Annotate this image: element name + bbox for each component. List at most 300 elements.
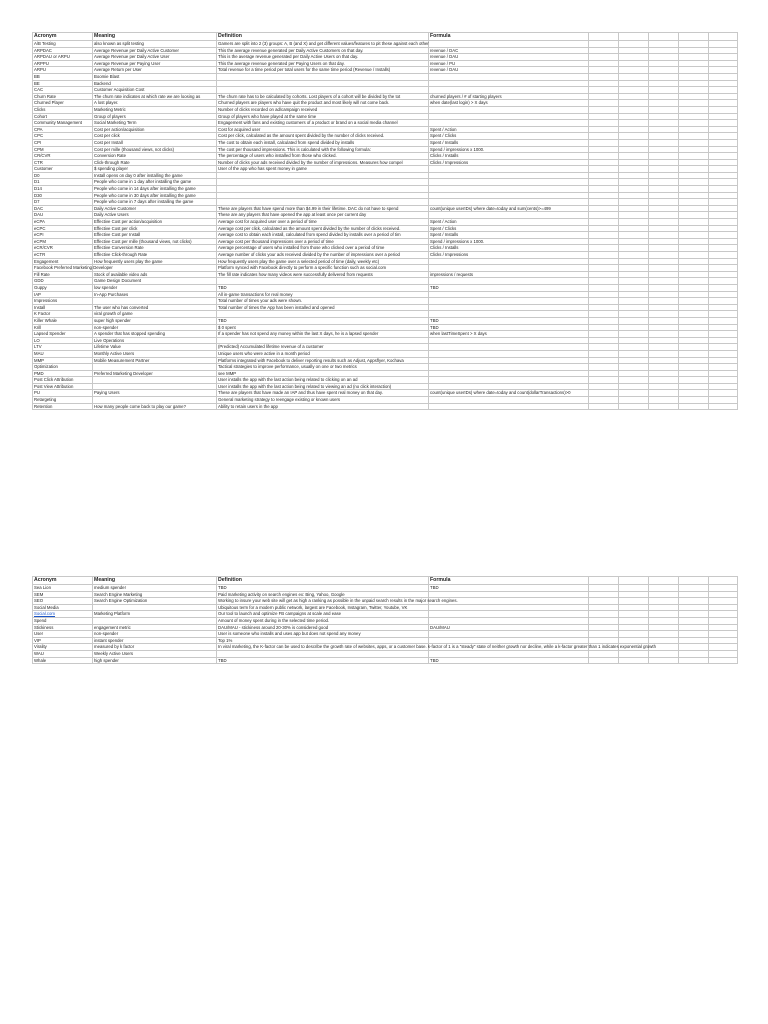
formula-cell — [429, 403, 589, 410]
empty-cell — [679, 397, 709, 404]
table-row — [33, 133, 738, 140]
acronym-cell: Impressions — [33, 298, 93, 305]
empty-cell — [619, 604, 649, 611]
empty-cell — [679, 585, 709, 592]
definition-cell — [217, 650, 429, 657]
empty-cell — [679, 278, 709, 285]
empty-cell — [649, 657, 679, 664]
empty-cell — [649, 258, 679, 265]
empty-cell — [589, 133, 619, 140]
definition-cell: Average cost for acquired user over a period of time — [217, 219, 429, 226]
formula-cell: Spend / impressions x 1000. — [429, 238, 589, 245]
empty-cell — [709, 337, 738, 344]
table-row — [33, 245, 738, 252]
acronym-cell: Spend — [33, 617, 93, 624]
formula-cell — [429, 304, 589, 311]
header-row — [33, 33, 738, 41]
definition-cell — [217, 80, 429, 87]
empty-cell — [709, 265, 738, 272]
table-row — [33, 591, 738, 598]
acronym-cell: Killer Whale — [33, 317, 93, 324]
empty-cell — [679, 199, 709, 206]
empty-cell — [709, 159, 738, 166]
acronym-cell: eCPI — [33, 232, 93, 239]
empty-cell — [619, 60, 649, 67]
meaning-header: Meaning — [93, 33, 217, 41]
formula-cell: revenue / PU — [429, 60, 589, 67]
empty-cell — [649, 624, 679, 631]
empty-cell — [619, 350, 649, 357]
empty-cell — [679, 383, 709, 390]
meaning-cell: Stock of available video ads — [93, 271, 217, 278]
empty-cell — [709, 212, 738, 219]
empty-cell — [649, 350, 679, 357]
empty-cell — [679, 291, 709, 298]
meaning-cell: medium spender — [93, 585, 217, 592]
empty-cell — [619, 598, 649, 605]
empty-cell — [709, 238, 738, 245]
empty-cell — [709, 172, 738, 179]
empty-cell — [709, 637, 738, 644]
acronym-cell: D1 — [33, 179, 93, 186]
empty-cell — [589, 344, 619, 351]
acronym-cell: Social Media — [33, 604, 93, 611]
formula-cell — [429, 591, 589, 598]
empty-cell — [619, 47, 649, 54]
meaning-cell: viral growth of game — [93, 311, 217, 318]
empty-cell — [619, 577, 649, 585]
empty-cell — [589, 591, 619, 598]
empty-cell — [649, 598, 679, 605]
acronym-cell: WAU — [33, 650, 93, 657]
formula-cell — [429, 650, 589, 657]
empty-cell — [649, 87, 679, 94]
empty-cell — [589, 324, 619, 331]
empty-cell — [589, 298, 619, 305]
empty-cell — [619, 106, 649, 113]
empty-cell — [589, 585, 619, 592]
empty-cell — [649, 113, 679, 120]
empty-cell — [619, 271, 649, 278]
empty-cell — [709, 364, 738, 371]
empty-cell — [679, 93, 709, 100]
empty-cell — [619, 337, 649, 344]
empty-cell — [589, 265, 619, 272]
formula-cell: impressions / requests — [429, 271, 589, 278]
empty-cell — [589, 278, 619, 285]
empty-cell — [649, 331, 679, 338]
empty-cell — [709, 120, 738, 127]
empty-cell — [589, 80, 619, 87]
meaning-cell: Cost per click — [93, 133, 217, 140]
empty-cell — [589, 219, 619, 226]
empty-cell — [709, 304, 738, 311]
formula-cell — [429, 172, 589, 179]
meaning-cell: In-App Purchases — [93, 291, 217, 298]
empty-cell — [619, 265, 649, 272]
table-row — [33, 631, 738, 638]
empty-cell — [709, 577, 738, 585]
acronym-cell: ARPPU — [33, 60, 93, 67]
acronym-cell: Whale — [33, 657, 93, 664]
table-row — [33, 364, 738, 371]
empty-cell — [589, 258, 619, 265]
empty-cell — [619, 33, 649, 41]
empty-cell — [679, 139, 709, 146]
empty-cell — [619, 87, 649, 94]
definition-cell: Average number of clicks your ads received divided by the number of impressions over a period — [217, 252, 429, 259]
empty-cell — [589, 604, 619, 611]
definition-cell: Platform synced with Facebook directly to perform a specific function such as social.com — [217, 265, 429, 272]
table-row — [33, 126, 738, 133]
table-row — [33, 199, 738, 206]
meaning-cell — [93, 377, 217, 384]
empty-cell — [709, 258, 738, 265]
empty-cell — [649, 219, 679, 226]
empty-cell — [709, 591, 738, 598]
definition-cell: Average cost per click, calculated as the amount spent divided by the number of clicks received. — [217, 225, 429, 232]
empty-cell — [619, 298, 649, 305]
empty-cell — [619, 232, 649, 239]
acronym-cell: CPC — [33, 133, 93, 140]
table-row — [33, 350, 738, 357]
acronym-cell: GDD — [33, 278, 93, 285]
formula-cell: DAU/MAU — [429, 624, 589, 631]
empty-cell — [589, 637, 619, 644]
formula-cell — [429, 120, 589, 127]
meaning-cell: Marketing Metric — [93, 106, 217, 113]
definition-cell: Amount of money spent during in the selected time period. — [217, 617, 429, 624]
table-row — [33, 644, 738, 651]
empty-cell — [589, 225, 619, 232]
formula-cell — [429, 364, 589, 371]
definition-cell: Group of players who have played at the same time — [217, 113, 429, 120]
empty-cell — [709, 166, 738, 173]
definition-cell: Average cost per thousand impressions over a period of time — [217, 238, 429, 245]
meaning-cell: People who come in 1 day after installing the game — [93, 179, 217, 186]
glossary-table-2 — [32, 576, 738, 664]
empty-cell — [679, 598, 709, 605]
acronym-cell: ARPDAU or ARPU — [33, 54, 93, 61]
social-com-link[interactable]: Social.com — [33, 611, 93, 618]
table-row — [33, 370, 738, 377]
empty-cell — [679, 311, 709, 318]
formula-cell — [429, 377, 589, 384]
acronym-cell: CR/CVR — [33, 153, 93, 160]
empty-cell — [709, 650, 738, 657]
empty-cell — [679, 350, 709, 357]
formula-cell — [429, 87, 589, 94]
empty-cell — [589, 617, 619, 624]
empty-cell — [589, 73, 619, 80]
empty-cell — [679, 232, 709, 239]
acronym-cell: K Factor — [33, 311, 93, 318]
formula-cell: TBD — [429, 585, 589, 592]
empty-cell — [649, 33, 679, 41]
meaning-cell: high spender — [93, 657, 217, 664]
definition-cell: DAU/MAU - stickiness around 20-30% is considered good — [217, 624, 429, 631]
definition-cell: This the average revenue generated per Daily Active Customers on that day. — [217, 47, 429, 54]
meaning-cell: Group of players — [93, 113, 217, 120]
table-row — [33, 585, 738, 592]
definition-cell: Total number of times the App has been installed and opened — [217, 304, 429, 311]
acronym-cell: D30 — [33, 192, 93, 199]
definition-cell: User is someone who installs and uses app but does not spend any money — [217, 631, 429, 638]
empty-cell — [619, 611, 649, 618]
definition-cell: If a spender has not spend any money within the last X days, he is a lapsed spender — [217, 331, 429, 338]
meaning-cell: low spender — [93, 284, 217, 291]
meaning-cell: Monthly Active Users — [93, 350, 217, 357]
formula-cell — [429, 166, 589, 173]
empty-cell — [619, 212, 649, 219]
empty-cell — [619, 93, 649, 100]
formula-cell — [429, 179, 589, 186]
empty-cell — [619, 205, 649, 212]
empty-cell — [589, 199, 619, 206]
empty-cell — [649, 238, 679, 245]
meaning-cell: The user who has converted — [93, 304, 217, 311]
empty-cell — [649, 278, 679, 285]
meaning-cell: A spender that has stopped spending — [93, 331, 217, 338]
empty-cell — [679, 604, 709, 611]
empty-cell — [589, 238, 619, 245]
empty-cell — [649, 390, 679, 397]
formula-cell — [429, 186, 589, 193]
meaning-cell: People who come in 7 days after installing the game — [93, 199, 217, 206]
table-row — [33, 219, 738, 226]
table-row — [33, 258, 738, 265]
empty-cell — [709, 611, 738, 618]
acronym-cell: User — [33, 631, 93, 638]
empty-cell — [589, 311, 619, 318]
empty-cell — [679, 258, 709, 265]
empty-cell — [709, 153, 738, 160]
empty-cell — [679, 370, 709, 377]
definition-cell: The cost per thousand impressions. This is calculated with the following formula: — [217, 146, 429, 153]
meaning-cell: Conversion Rate — [93, 153, 217, 160]
table-row — [33, 617, 738, 624]
empty-cell — [589, 370, 619, 377]
table-row — [33, 139, 738, 146]
definition-cell: Paid marketing activity on search engines ex: Bing, Yahoo, Google — [217, 591, 429, 598]
empty-cell — [589, 106, 619, 113]
empty-cell — [649, 604, 679, 611]
empty-cell — [649, 232, 679, 239]
empty-cell — [679, 54, 709, 61]
definition-cell: see MMP — [217, 370, 429, 377]
empty-cell — [589, 284, 619, 291]
empty-cell — [709, 245, 738, 252]
empty-cell — [679, 403, 709, 410]
acronym-cell: DAC — [33, 205, 93, 212]
table-row — [33, 153, 738, 160]
table-row — [33, 377, 738, 384]
table-row — [33, 390, 738, 397]
empty-cell — [649, 153, 679, 160]
table-row — [33, 54, 738, 61]
empty-cell — [679, 219, 709, 226]
empty-cell — [709, 370, 738, 377]
definition-cell — [217, 172, 429, 179]
acronym-cell: CPA — [33, 126, 93, 133]
definition-cell: TBD — [217, 585, 429, 592]
definition-cell: Total revenue for a time period per total users for the same time period (Revenue / Installs) — [217, 67, 429, 74]
acronym-cell: Krill — [33, 324, 93, 331]
empty-cell — [709, 33, 738, 41]
empty-cell — [649, 54, 679, 61]
table-row — [33, 357, 738, 364]
empty-cell — [709, 192, 738, 199]
empty-cell — [679, 304, 709, 311]
empty-cell — [619, 225, 649, 232]
definition-cell: Unique users who were active in a month period — [217, 350, 429, 357]
table-row — [33, 304, 738, 311]
empty-cell — [589, 146, 619, 153]
empty-cell — [649, 265, 679, 272]
empty-cell — [679, 317, 709, 324]
empty-cell — [679, 106, 709, 113]
empty-cell — [709, 598, 738, 605]
empty-cell — [589, 337, 619, 344]
acronym-cell: BE — [33, 80, 93, 87]
empty-cell — [619, 631, 649, 638]
empty-cell — [709, 604, 738, 611]
table-row — [33, 238, 738, 245]
meaning-cell: Weekly Active Users — [93, 650, 217, 657]
empty-cell — [709, 54, 738, 61]
empty-cell — [619, 67, 649, 74]
glossary-table-1 — [32, 32, 738, 410]
empty-cell — [649, 631, 679, 638]
empty-cell — [709, 585, 738, 592]
meaning-cell: Paying Users — [93, 390, 217, 397]
table-row — [33, 604, 738, 611]
table-row — [33, 159, 738, 166]
meaning-cell: How many people come back to play our game? — [93, 403, 217, 410]
acronym-cell: CPI — [33, 139, 93, 146]
table-row — [33, 120, 738, 127]
meaning-cell: Cost per mille (thousand views, not clicks) — [93, 146, 217, 153]
empty-cell — [619, 364, 649, 371]
empty-cell — [709, 377, 738, 384]
definition-cell: How frequently users play the game over a selected period of time (daily, weekly etc) — [217, 258, 429, 265]
empty-cell — [649, 225, 679, 232]
table-row — [33, 146, 738, 153]
empty-cell — [589, 100, 619, 107]
empty-cell — [709, 126, 738, 133]
empty-cell — [649, 100, 679, 107]
formula-cell — [429, 278, 589, 285]
empty-cell — [619, 219, 649, 226]
empty-cell — [619, 238, 649, 245]
formula-cell — [429, 199, 589, 206]
table-row — [33, 397, 738, 404]
table-row — [33, 172, 738, 179]
empty-cell — [589, 139, 619, 146]
empty-cell — [709, 100, 738, 107]
empty-cell — [619, 617, 649, 624]
definition-cell: Cost per click, calculated as the amount spent divided by the number of clicks received. — [217, 133, 429, 140]
empty-cell — [589, 93, 619, 100]
empty-cell — [709, 397, 738, 404]
definition-cell: Total number of times your ads were shown. — [217, 298, 429, 305]
empty-cell — [679, 126, 709, 133]
formula-cell: TBD — [429, 317, 589, 324]
definition-cell: These are players that have spend more than $4.99 in their lifetime. DAC do not have to spend — [217, 205, 429, 212]
empty-cell — [589, 113, 619, 120]
empty-cell — [649, 637, 679, 644]
formula-cell: count(unique userIDs) where date=today and sum(cents)>=499 — [429, 205, 589, 212]
empty-cell — [619, 252, 649, 259]
empty-cell — [619, 80, 649, 87]
formula-cell — [429, 383, 589, 390]
acronym-cell: Install — [33, 304, 93, 311]
formula-cell: Spend / impressions x 1000. — [429, 146, 589, 153]
definition-cell: These are any players that have opened the app at least once per current day — [217, 212, 429, 219]
empty-cell — [679, 331, 709, 338]
definition-cell: All in-game transactions for real money — [217, 291, 429, 298]
empty-cell — [619, 120, 649, 127]
table-row — [33, 93, 738, 100]
empty-cell — [679, 166, 709, 173]
table-row — [33, 80, 738, 87]
meaning-cell: Mobile Measurement Partner — [93, 357, 217, 364]
formula-cell — [429, 604, 589, 611]
table-row — [33, 383, 738, 390]
definition-cell: TBD — [217, 317, 429, 324]
table-row — [33, 73, 738, 80]
empty-cell — [619, 139, 649, 146]
empty-cell — [709, 146, 738, 153]
empty-cell — [679, 298, 709, 305]
empty-cell — [679, 133, 709, 140]
empty-cell — [679, 100, 709, 107]
acronym-cell: MAU — [33, 350, 93, 357]
table-row — [33, 265, 738, 272]
definition-cell: Tactical strategies to improve performance, usually on one or two metrics — [217, 364, 429, 371]
empty-cell — [709, 298, 738, 305]
empty-cell — [679, 159, 709, 166]
meaning-cell: measured by k factor — [93, 644, 217, 651]
meaning-header: Meaning — [93, 577, 217, 585]
empty-cell — [619, 324, 649, 331]
empty-cell — [679, 377, 709, 384]
empty-cell — [649, 311, 679, 318]
table-row — [33, 284, 738, 291]
formula-cell: Spent / Clicks — [429, 225, 589, 232]
acronym-cell: DAU — [33, 212, 93, 219]
formula-cell: when date(last login) > X days — [429, 100, 589, 107]
acronym-cell: D14 — [33, 186, 93, 193]
definition-cell: The churn rate has to be calculated by cohorts. Lost players of a cohort will be divided by the tot — [217, 93, 429, 100]
empty-cell — [679, 271, 709, 278]
empty-cell — [679, 179, 709, 186]
empty-cell — [619, 41, 649, 48]
meaning-cell: Daily Active Customer — [93, 205, 217, 212]
meaning-cell: Live Operations — [93, 337, 217, 344]
definition-cell: The cost to obtain each install, calculated from spend divided by installs — [217, 139, 429, 146]
table-row — [33, 637, 738, 644]
acronym-cell: D7 — [33, 199, 93, 206]
empty-cell — [619, 186, 649, 193]
acronym-cell: eCTR — [33, 252, 93, 259]
acronym-cell: A/B Testing — [33, 41, 93, 48]
empty-cell — [589, 192, 619, 199]
formula-cell — [429, 298, 589, 305]
empty-cell — [709, 87, 738, 94]
meaning-cell — [93, 383, 217, 390]
meaning-cell: Effective Cost per mille (thousand views, not clicks) — [93, 238, 217, 245]
